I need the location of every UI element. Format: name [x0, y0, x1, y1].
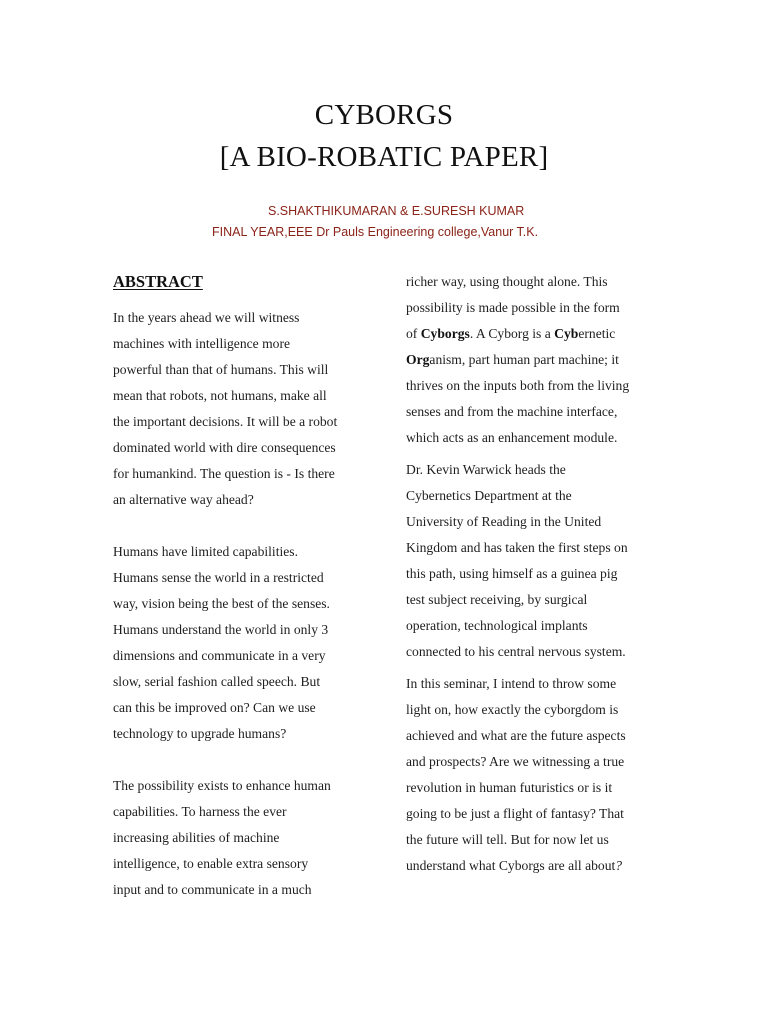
text-line: test subject receiving, by surgical [406, 592, 588, 607]
text-line: of Cyborgs. A Cyborg is a Cybernetic [406, 326, 616, 341]
text-line: an alternative way ahead? [113, 492, 254, 507]
text-line: thrives on the inputs both from the living [406, 378, 630, 393]
text-line: dominated world with dire consequences [113, 440, 336, 455]
text-line: which acts as an enhancement module. [406, 430, 618, 445]
text-line: senses and from the machine interface, [406, 404, 618, 419]
authors: S.SHAKTHIKUMARAN & E.SURESH KUMAR [268, 204, 525, 218]
text-line: In the years ahead we will witness [113, 310, 300, 325]
paper-title: CYBORGS [314, 99, 454, 131]
org-bold-fragment: Org [406, 352, 430, 367]
text-line: light on, how exactly the cyborgdom is [406, 702, 619, 717]
text-line: and prospects? Are we witnessing a true [406, 754, 625, 769]
text-line: powerful than that of humans. This will [113, 362, 329, 377]
text-line: University of Reading in the United [406, 514, 602, 529]
paper-subtitle: [A BIO-ROBATIC PAPER] [219, 141, 549, 173]
text-line: Kingdom and has taken the first steps on [406, 540, 628, 555]
text-line: dimensions and communicate in a very [113, 648, 326, 663]
text-line: input and to communicate in a much [113, 882, 312, 897]
cyb-bold-fragment: Cyb [554, 326, 579, 341]
text-line: intelligence, to enable extra sensory [113, 856, 309, 871]
text-line: understand what Cyborgs are all about? [406, 858, 623, 873]
text-line: achieved and what are the future aspects [406, 728, 626, 743]
text-line: capabilities. To harness the ever [113, 804, 287, 819]
question-mark: ? [615, 858, 623, 873]
text-line: the future will tell. But for now let us [406, 832, 609, 847]
text-line: technology to upgrade humans? [113, 726, 287, 741]
text-line: connected to his central nervous system. [406, 644, 626, 659]
affiliation: FINAL YEAR,EEE Dr Pauls Engineering college,Vanur T.K. [212, 225, 539, 239]
text-line: for humankind. The question is - Is there [113, 466, 335, 481]
text-line: Cybernetics Department at the [406, 488, 572, 503]
text-line: increasing abilities of machine [113, 830, 280, 845]
text-line: revolution in human futuristics or is it [406, 780, 613, 795]
cyborgs-bold-term: Cyborgs [420, 326, 470, 341]
text-line: going to be just a flight of fantasy? That [406, 806, 624, 821]
text-line: this path, using himself as a guinea pig [406, 566, 618, 581]
text-line: Dr. Kevin Warwick heads the [406, 462, 566, 477]
text-line: way, vision being the best of the senses. [113, 596, 330, 611]
text-line: The possibility exists to enhance human [113, 778, 331, 793]
text-line: slow, serial fashion called speech. But [113, 674, 321, 689]
text-line: mean that robots, not humans, make all [113, 388, 327, 403]
text-line: Humans sense the world in a restricted [113, 570, 324, 585]
text-line: Humans understand the world in only 3 [113, 622, 329, 637]
text-line: operation, technological implants [406, 618, 588, 633]
text-line: Organism, part human part machine; it [406, 352, 619, 367]
text-line: richer way, using thought alone. This [406, 274, 608, 289]
abstract-heading: ABSTRACT [113, 272, 203, 291]
text-line: possibility is made possible in the form [406, 300, 620, 315]
text-line: machines with intelligence more [113, 336, 291, 351]
text-line: can this be improved on? Can we use [113, 700, 316, 715]
text-line: the important decisions. It will be a robot [113, 414, 338, 429]
text-line: Humans have limited capabilities. [113, 544, 298, 559]
text-line: In this seminar, I intend to throw some [406, 676, 617, 691]
